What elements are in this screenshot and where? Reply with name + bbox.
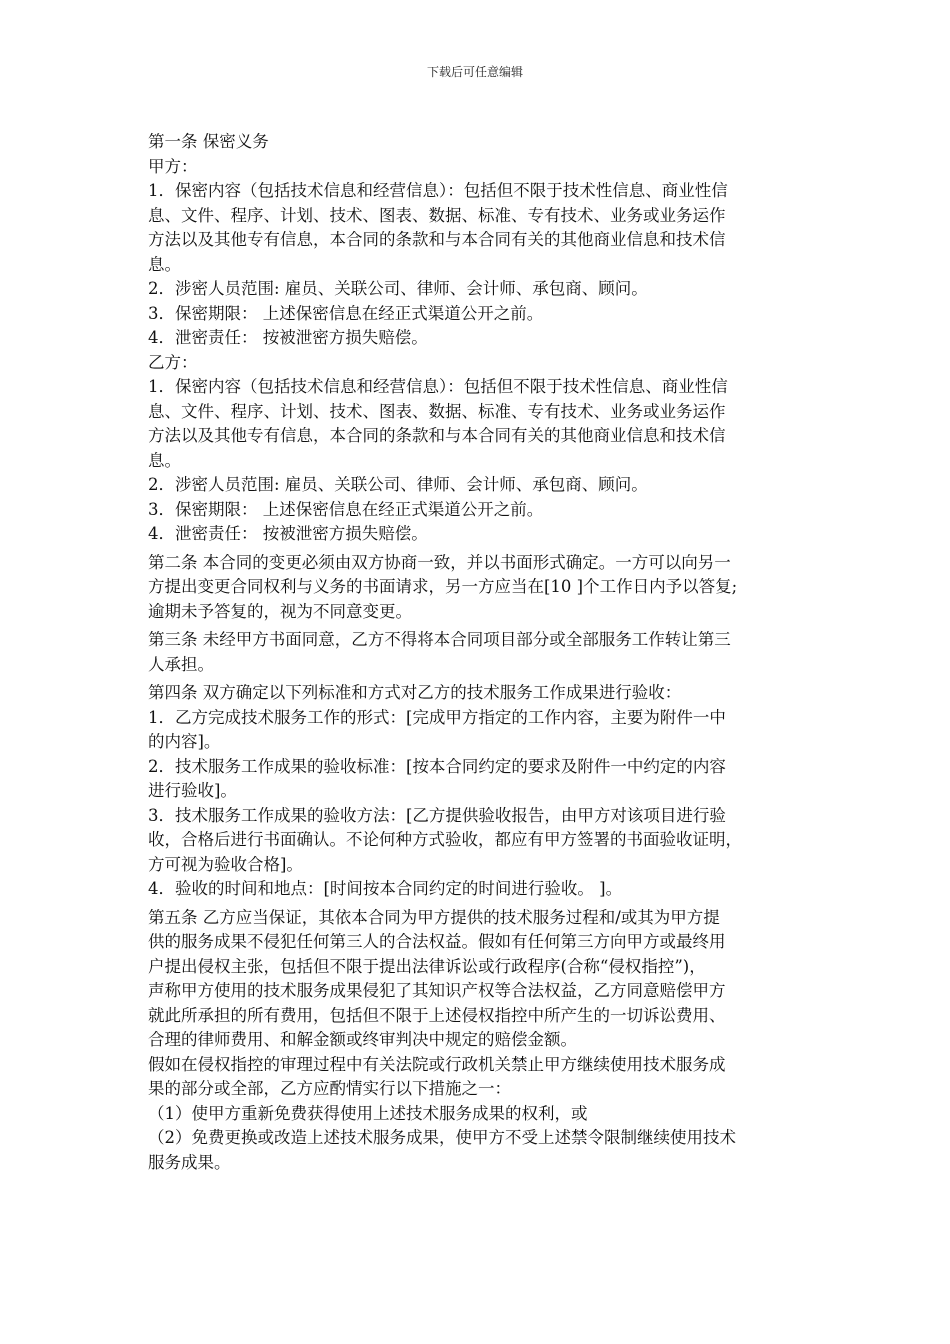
document-line: 方法以及其他专有信息，本合同的条款和与本合同有关的其他商业信息和技术信 [148,426,726,445]
document-line: 息、文件、程序、计划、技术、图表、数据、标准、专有技术、业务或业务运作 [148,205,726,225]
document-line: 方可视为验收合格]。 [148,854,303,874]
document-line: 方法以及其他专有信息，本合同的条款和与本合同有关的其他商业信息和技术信 [148,230,726,249]
document-line: 果的部分或全部，乙方应酌情实行以下措施之一： [148,1079,511,1098]
document-line: 1．保密内容（包括技术信息和经营信息）：包括但不限于技术性信息、商业性信 [148,181,728,200]
document-line: 甲方： [148,156,198,176]
document-line: 2．涉密人员范围: 雇员、关联公司、律师、会计师、承包商、顾问。 [148,475,648,494]
document-line: 假如在侵权指控的审理过程中有关法院或行政机关禁止甲方继续使用技术服务成 [148,1054,726,1074]
document-line: 3．保密期限： 上述保密信息在经正式渠道公开之前。 [148,499,544,519]
document-line: 合理的律师费用、和解金额或终审判决中规定的赔偿金额。 [148,1030,577,1049]
document-line: 服务成果。 [148,1152,231,1172]
page-header: 下载后可任意编辑 [426,65,523,79]
document-line: 供的服务成果不侵犯任何第三人的合法权益。假如有任何第三方向甲方或最终用 [148,932,726,951]
document-line: 的内容]。 [148,732,221,751]
document-line: 2．涉密人员范围: 雇员、关联公司、律师、会计师、承包商、顾问。 [148,279,648,298]
document-line: 1．保密内容（包括技术信息和经营信息）：包括但不限于技术性信息、商业性信 [148,377,728,396]
document-line: 人承担。 [148,654,214,674]
document-line: 第二条 本合同的变更必须由双方协商一致，并以书面形式确定。一方可以向另一 [148,552,731,572]
document-line: 4．泄密责任： 按被泄密方损失赔偿。 [148,524,428,543]
document-line: 逾期未予答复的，视为不同意变更。 [148,601,412,621]
document-line: 1．乙方完成技术服务工作的形式：[完成甲方指定的工作内容，主要为附件一中 [148,707,726,727]
document-line: 息。 [148,254,181,274]
document-body [148,130,808,1175]
document-line: 第五条 乙方应当保证，其依本合同为甲方提供的技术服务过程和/或其为甲方提 [148,907,720,927]
document-line: 第一条 保密义务 [148,132,269,151]
document-line: 2．技术服务工作成果的验收标准：[按本合同约定的要求及附件一中约定的内容 [148,756,726,776]
document-line: 收，合格后进行书面确认。不论何种方式验收，都应有甲方签署的书面验收证明， [148,830,742,849]
document-line: 4．泄密责任： 按被泄密方损失赔偿。 [148,328,428,347]
document-line: （2）免费更换或改造上述技术服务成果，使甲方不受上述禁令限制继续使用技术 [148,1128,736,1147]
document-line: 乙方： [148,352,198,372]
document-line: 息、文件、程序、计划、技术、图表、数据、标准、专有技术、业务或业务运作 [148,401,726,421]
document-line: 4．验收的时间和地点：[时间按本合同约定的时间进行验收。 ]。 [148,879,623,898]
document-line: 3．保密期限： 上述保密信息在经正式渠道公开之前。 [148,303,544,323]
document-line: 3．技术服务工作成果的验收方法：[乙方提供验收报告，由甲方对该项目进行验 [148,805,726,825]
document-line: 户提出侵权主张，包括但不限于提出法律诉讼或行政程序(合称“侵权指控”)， [148,956,706,976]
document-line: 第四条 双方确定以下列标准和方式对乙方的技术服务工作成果进行验收： [148,683,682,702]
document-line: 声称甲方使用的技术服务成果侵犯了其知识产权等合法权益，乙方同意赔偿甲方 [148,981,726,1000]
document-line: 方提出变更合同权利与义务的书面请求，另一方应当在[10 ]个工作日内予以答复; [148,577,738,596]
document-line: 第三条 未经甲方书面同意，乙方不得将本合同项目部分或全部服务工作转让第三 [148,630,731,649]
document-line: 息。 [148,450,181,470]
document-line: 进行验收]。 [148,781,237,800]
document-line: 就此所承担的所有费用，包括但不限于上述侵权指控中所产生的一切诉讼费用、 [148,1005,726,1025]
document-line: （1）使甲方重新免费获得使用上述技术服务成果的权利，或 [148,1103,588,1123]
